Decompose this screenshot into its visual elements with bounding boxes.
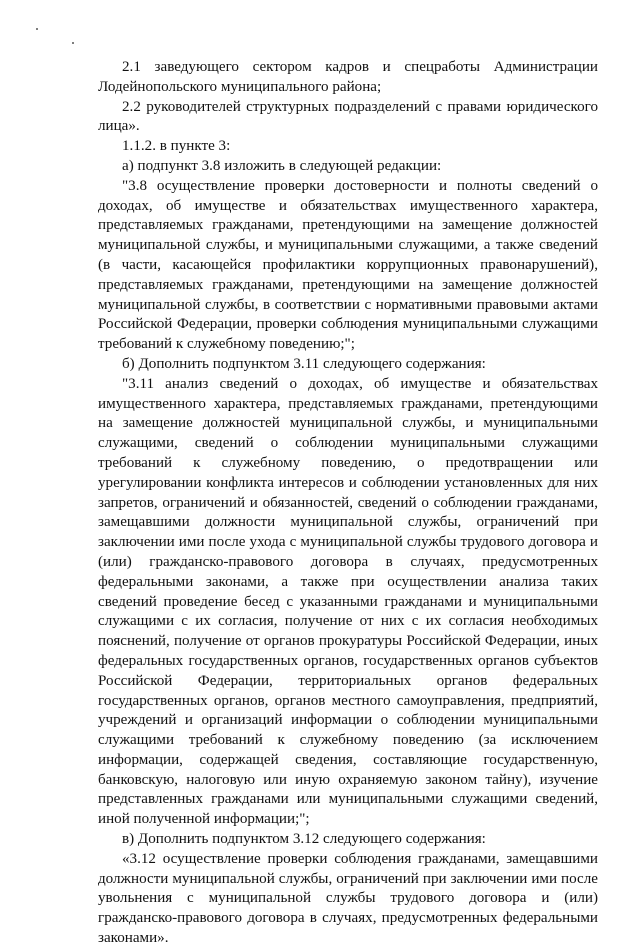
scan-speck — [72, 42, 74, 44]
paragraph-3-12: «3.12 осуществление проверки соблюдения гражданами, замещавшими должности муниципальной службы, ограничений при заключении ими после увольнения с муниципальной службы трудового договора и (или) гражданско-правового договора в случаях, предусмотренных федеральными законами». — [98, 850, 598, 947]
paragraph-1-1-2: 1.1.2. в пункте 3: — [122, 138, 231, 155]
paragraph-item-a: а) подпункт 3.8 изложить в следующей редакции: — [122, 157, 442, 174]
document-page — [98, 58, 598, 949]
paragraph-3-8: "3.8 осуществление проверки достоверности и полноты сведений о доходах, об имуществе и обязательствах имущественного характера, представляемых гражданами, претендующими на замещение должностей муниципальной службы, и муниципальными служащими, а также сведений (в части, касающейся профилактики коррупционных правонарушений), представляемых гражданами, претендующими на замещение должностей муниципальной службы, в соответствии с нормативными правовыми актами Российской Федерации, проверки соблюдения муниципальными служащими требований к служебному поведению;"; — [98, 177, 598, 353]
scan-speck — [36, 28, 38, 30]
paragraph-item-b: б) Дополнить подпунктом 3.11 следующего содержания: — [122, 355, 486, 372]
paragraph-2-1: 2.1 заведующего сектором кадров и спецработы Администрации Лодейнопольского муниципального района; — [98, 59, 598, 95]
paragraph-3-11: "3.11 анализ сведений о доходах, об имуществе и обязательствах имущественного характера, представляемых гражданами, претендующими на замещение должностей муниципальной службы, и муниципальными служащими, сведений о соблюдении муниципальными служащими требований к служебному поведению, о предотвращении или урегулировании конфликта интересов и соблюдении установленных для них запретов, ограничений и обязанностей, сведений о соблюдении гражданами, замещавшими должности муниципальной службы, ограничений при заключении ими после ухода с муниципальной службы трудового договора и (или) гражданско-правового договора в случаях, предусмотренных федеральными законами, а также при осуществлении анализа таких сведений проведение бесед с указанными гражданами и муниципальными служащими с их согласия, получение от них с их согласия необходимых пояснений, получение от органов прокуратуры Российской Федерации, иных федеральных государственных органов, государственных органов субъектов Российской Федерации, территориальных органов федеральных государственных органов, органов местного самоуправления, предприятий, учреждений и организаций информации о соблюдении муниципальными служащими требований к служебному поведению (за исключением информации, содержащей сведения, составляющие государственную, банковскую, налоговую или иную охраняемую законом тайну), изучение представленных гражданами или муниципальными служащими сведений, иной полученной информации;"; — [98, 375, 598, 828]
paragraph-2-2: 2.2 руководителей структурных подразделений с правами юридического лица». — [98, 98, 598, 135]
paragraph-item-v: в) Дополнить подпунктом 3.12 следующего содержания: — [122, 831, 486, 848]
